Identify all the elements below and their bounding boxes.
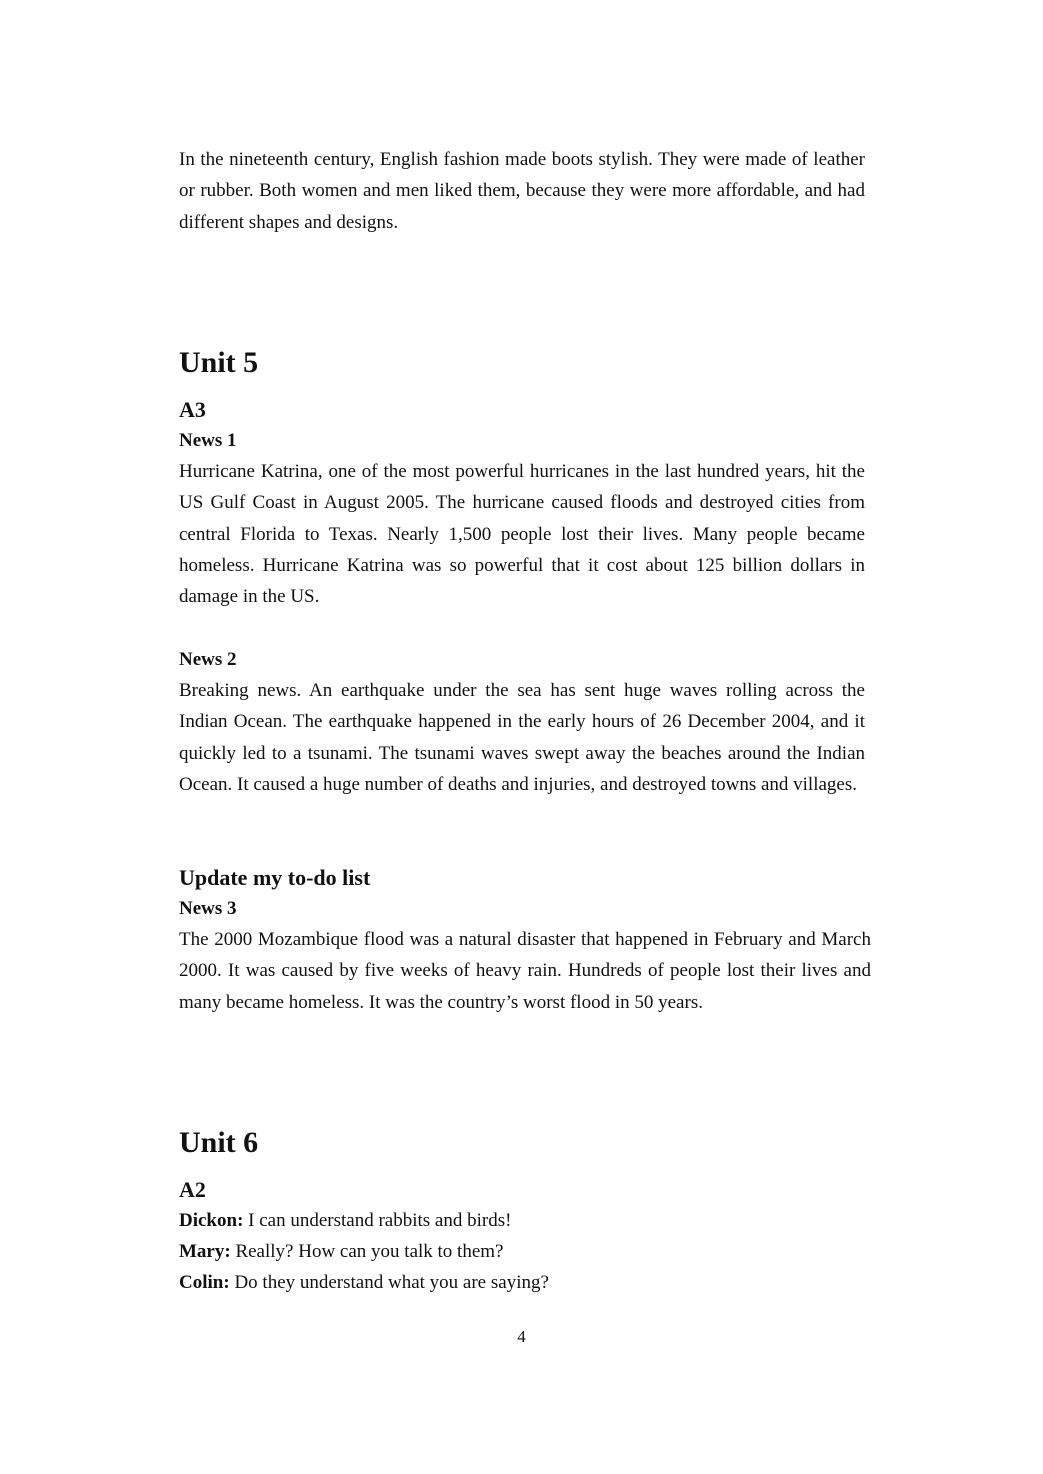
dialogue-text: Really? How can you talk to them?	[230, 1241, 504, 1262]
unit5-title: Unit 5	[179, 346, 259, 379]
speaker-name: Dickon:	[179, 1210, 244, 1231]
dialogue-text: I can understand rabbits and birds!	[243, 1210, 512, 1231]
unit6-title: Unit 6	[179, 1126, 259, 1159]
news3-paragraph: The 2000 Mozambique flood was a natural disaster that happened in February and March 2000. It was caused by five weeks of heavy rain. Hundreds of people lost their lives and many became homeless. It was the country’s worst flood in 50 years.	[179, 929, 871, 1013]
dialogue-line	[179, 1267, 865, 1298]
unit5-section-title: A3	[179, 397, 206, 422]
dialogue-text: Do they understand what you are saying?	[229, 1272, 549, 1293]
speaker-name: Mary:	[179, 1241, 231, 1262]
news3-title: News 3	[179, 898, 237, 919]
update-todo-title: Update my to-do list	[179, 865, 371, 890]
dialogue	[179, 1205, 865, 1298]
news1-paragraph: Hurricane Katrina, one of the most powerful hurricanes in the last hundred years, hit the US Gulf Coast in August 2005. The hurricane caused floods and destroyed cities from central Florida to Texas. Nearly 1,500 people lost their lives. Many people became homeless. Hurricane Katrina was so powerful that it cost about 125 billion dollars in damage in the US.	[179, 461, 865, 608]
news1-title: News 1	[179, 430, 237, 451]
speaker-name: Colin:	[179, 1272, 230, 1293]
dialogue-line	[179, 1205, 865, 1236]
dialogue-line	[179, 1236, 865, 1267]
intro-paragraph: In the nineteenth century, English fashion made boots stylish. They were made of leather or rubber. Both women and men liked them, because they were more affordable, and had different shapes and designs.	[179, 149, 865, 233]
news2-paragraph: Breaking news. An earthquake under the sea has sent huge waves rolling across the Indian Ocean. The earthquake happened in the early hours of 26 December 2004, and it quickly led to a tsunami. The tsunami waves swept away the beaches around the Indian Ocean. It caused a huge number of deaths and injuries, and destroyed towns and villages.	[179, 680, 865, 795]
news2-title: News 2	[179, 649, 237, 670]
unit6-section-title: A2	[179, 1177, 206, 1202]
page-number: 4	[517, 1327, 526, 1346]
